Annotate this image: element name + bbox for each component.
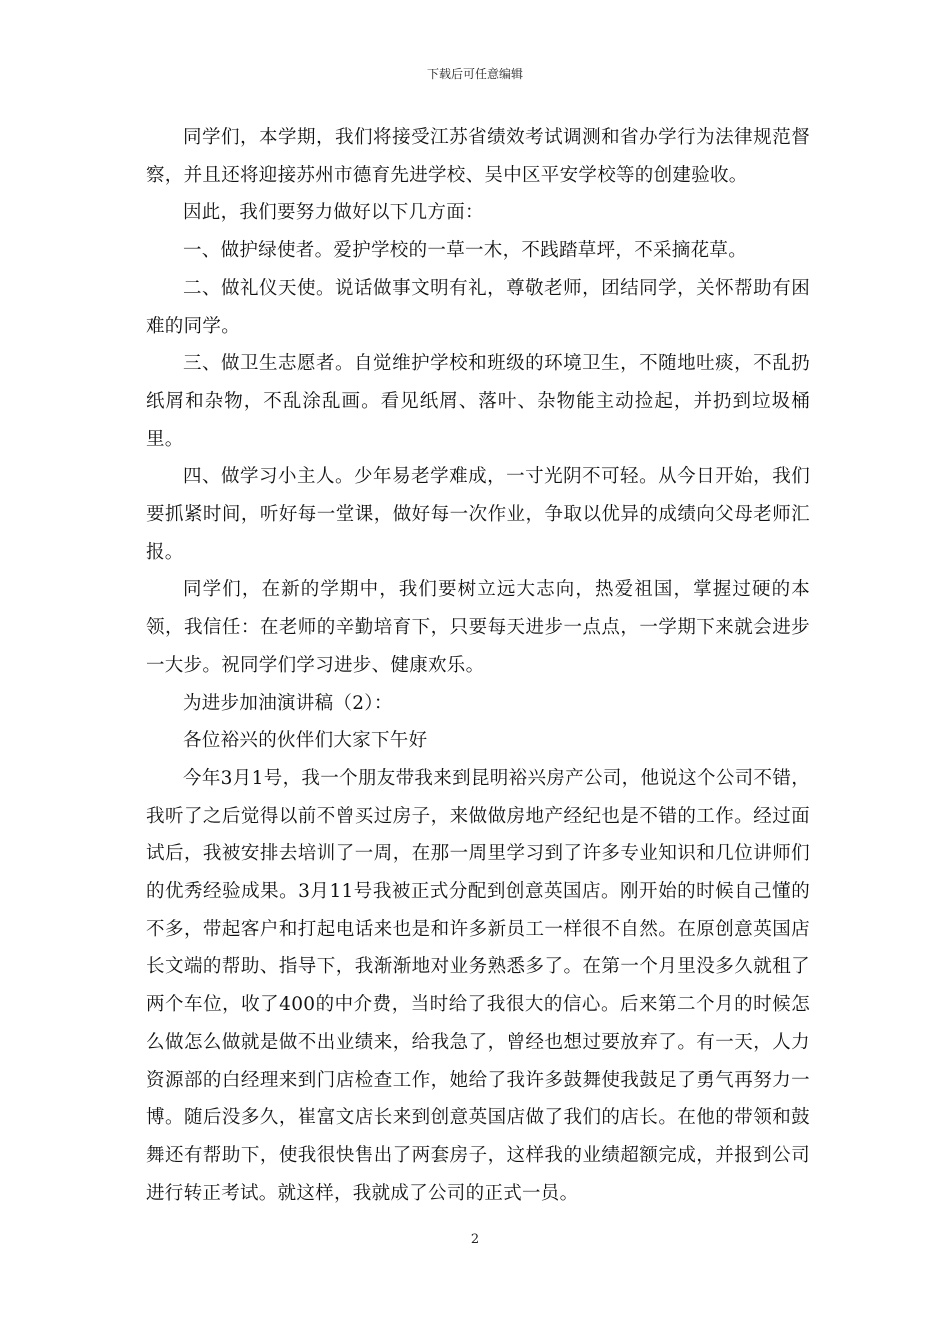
- paragraph: 一、做护绿使者。爱护学校的一草一木，不践踏草坪，不采摘花草。: [183, 240, 748, 262]
- paragraph: 今年3月1号，我一个朋友带我来到昆明裕兴房产公司，他说这个公司不错，我听了之后觉得以前不曾买过房子，来做做房地产经纪也是不错的工作。经过面试后，我被安排去培训了一周，在那一周里学习到了许多专业知识和几位讲师们的优秀经验成果。3月11号我被正式分配到创意英国店。刚开始的时候自己懂的不多，带起客户和打起电话来也是和许多新员工一样很不自然。在原创意英国店长文端的帮助、指导下，我渐渐地对业务熟悉多了。在第一个月里没多久就租了两个车位，收了400的中介费，当时给了我很大的信心。后来第二个月的时候怎么做怎么做就是做不出业绩来，给我急了，曾经也想过要放弃了。有一天，人力资源部的白经理来到门店检查工作，她给了我许多鼓舞使我鼓足了勇气再努力一博。随后没多久，崔富文店长来到创意英国店做了我们的店长。在他的带领和鼓舞还有帮助下，使我很快售出了两套房子，这样我的业绩超额完成，并报到公司进行转正考试。就这样，我就成了公司的正式一员。: [146, 767, 810, 1204]
- paragraph: 同学们，在新的学期中，我们要树立远大志向，热爱祖国，掌握过硬的本领，我信任：在老师的辛勤培育下，只要每天进步一点点，一学期下来就会进步一大步。祝同学们学习进步、健康欢乐。: [146, 579, 810, 676]
- page-number: 2: [470, 1232, 480, 1247]
- section-title: 为进步加油演讲稿（2）：: [183, 692, 393, 714]
- page-header: 下载后可任意编辑: [426, 67, 523, 81]
- document-body: [146, 119, 810, 1212]
- greeting: 各位裕兴的伙伴们大家下午好: [183, 730, 428, 752]
- paragraph: 二、做礼仪天使。说话做事文明有礼，尊敬老师，团结同学，关怀帮助有困难的同学。: [146, 277, 810, 337]
- paragraph: 四、做学习小主人。少年易老学难成，一寸光阴不可轻。从今日开始，我们要抓紧时间，听好每一堂课，做好每一次作业，争取以优异的成绩向父母老师汇报。: [146, 466, 810, 563]
- paragraph: 因此，我们要努力做好以下几方面：: [183, 202, 484, 224]
- paragraph: 同学们，本学期，我们将接受江苏省绩效考试调测和省办学行为法律规范督察，并且还将迎接苏州市德育先进学校、吴中区平安学校等的创建验收。: [146, 127, 810, 186]
- paragraph: 三、做卫生志愿者。自觉维护学校和班级的环境卫生，不随地吐痰，不乱扔纸屑和杂物，不乱涂乱画。看见纸屑、落叶、杂物能主动捡起，并扔到垃圾桶里。: [146, 353, 810, 450]
